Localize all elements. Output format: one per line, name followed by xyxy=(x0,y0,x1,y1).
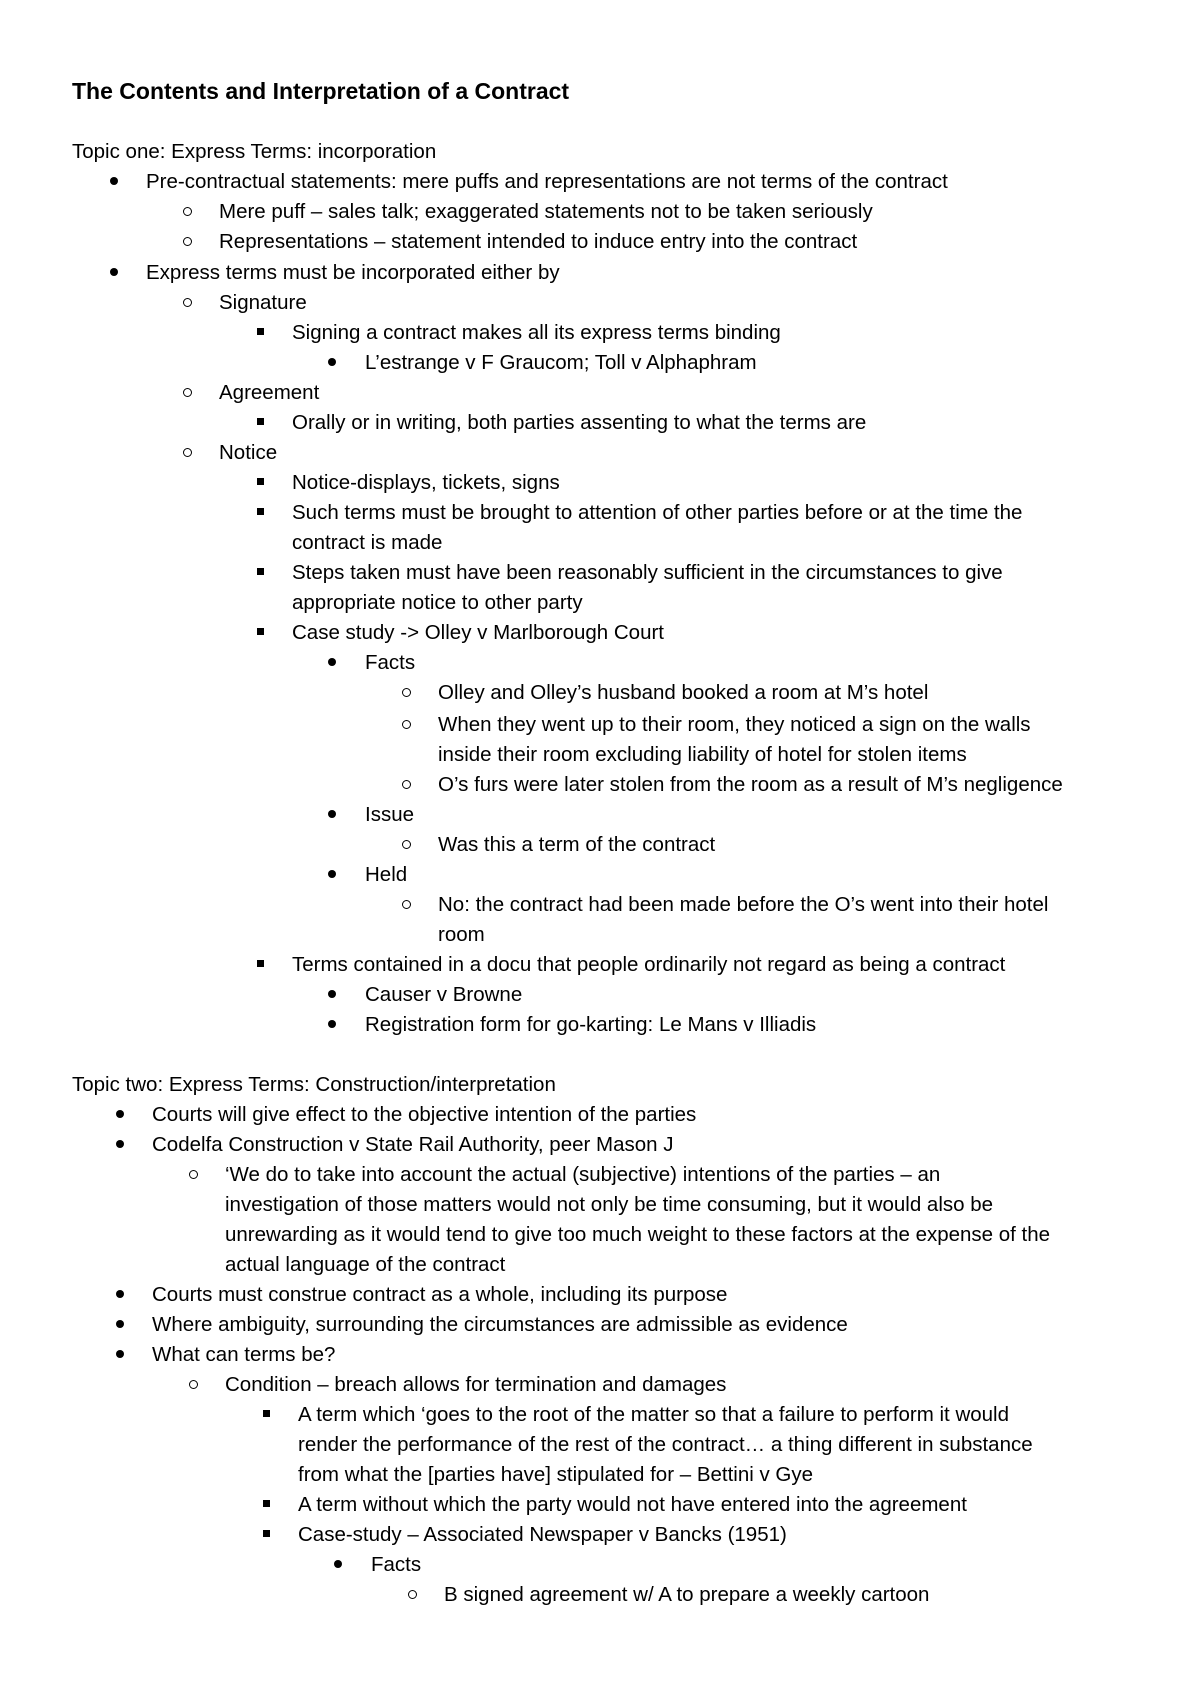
list-item: Notice xyxy=(219,441,278,464)
list-item: Pre-contractual statements: mere puffs and representations are not terms of the contract xyxy=(146,170,948,193)
list-item-continuation: contract is made xyxy=(292,531,443,554)
list-item: Such terms must be brought to attention of other parties before or at the time the xyxy=(292,501,1023,524)
list-item: Case-study – Associated Newspaper v Bancks (1951) xyxy=(298,1523,787,1546)
list-item-continuation: investigation of those matters would not only be time consuming, but it would also be xyxy=(225,1193,994,1216)
list-item: Codelfa Construction v State Rail Authority, peer Mason J xyxy=(152,1133,674,1156)
bullet-square-icon xyxy=(257,960,264,967)
list-item: Causer v Browne xyxy=(365,983,523,1006)
list-item: L’estrange v F Graucom; Toll v Alphaphram xyxy=(365,351,757,374)
list-item: O’s furs were later stolen from the room as a result of M’s negligence xyxy=(438,773,1063,796)
bullet-dot-icon xyxy=(328,1020,336,1028)
list-item: Registration form for go-karting: Le Mans v Illiadis xyxy=(365,1013,817,1036)
bullet-square-icon xyxy=(257,478,264,485)
list-item: Terms contained in a docu that people ordinarily not regard as being a contract xyxy=(292,953,1006,976)
list-item: Representations – statement intended to induce entry into the contract xyxy=(219,230,858,253)
list-item-continuation: inside their room excluding liability of hotel for stolen items xyxy=(438,743,967,766)
list-item-continuation: render the performance of the rest of the contract… a thing different in substance xyxy=(298,1433,1033,1456)
list-item: Condition – breach allows for termination and damages xyxy=(225,1373,727,1396)
bullet-circle-icon xyxy=(402,900,411,909)
list-item: Signature xyxy=(219,291,307,314)
list-item: Notice-displays, tickets, signs xyxy=(292,471,560,494)
list-item: No: the contract had been made before the O’s went into their hotel xyxy=(438,893,1049,916)
list-item: Mere puff – sales talk; exaggerated statements not to be taken seriously xyxy=(219,200,873,223)
list-item: B signed agreement w/ A to prepare a weekly cartoon xyxy=(444,1583,930,1606)
list-item: Courts will give effect to the objective intention of the parties xyxy=(152,1103,697,1126)
list-item: Held xyxy=(365,863,408,886)
bullet-square-icon xyxy=(257,508,264,515)
list-item: Olley and Olley’s husband booked a room at M’s hotel xyxy=(438,681,929,704)
bullet-dot-icon xyxy=(116,1140,124,1148)
bullet-circle-icon xyxy=(189,1380,198,1389)
bullet-circle-icon xyxy=(189,1170,198,1179)
bullet-square-icon xyxy=(257,418,264,425)
bullet-dot-icon xyxy=(334,1560,342,1568)
bullet-dot-icon xyxy=(328,870,336,878)
bullet-circle-icon xyxy=(402,840,411,849)
bullet-circle-icon xyxy=(183,237,192,246)
list-item: What can terms be? xyxy=(152,1343,336,1366)
bullet-square-icon xyxy=(263,1500,270,1507)
bullet-circle-icon xyxy=(183,388,192,397)
list-item: Express terms must be incorporated either by xyxy=(146,261,560,284)
bullet-dot-icon xyxy=(116,1350,124,1358)
bullet-square-icon xyxy=(263,1530,270,1537)
list-item-continuation: appropriate notice to other party xyxy=(292,591,583,614)
bullet-circle-icon xyxy=(183,298,192,307)
list-item: Issue xyxy=(365,803,414,826)
list-item: ‘We do to take into account the actual (subjective) intentions of the parties – an xyxy=(225,1163,941,1186)
list-item-continuation: actual language of the contract xyxy=(225,1253,506,1276)
list-item: Was this a term of the contract xyxy=(438,833,716,856)
list-item: Case study -> Olley v Marlborough Court xyxy=(292,621,665,644)
bullet-circle-icon xyxy=(183,207,192,216)
list-item: Orally or in writing, both parties assenting to what the terms are xyxy=(292,411,867,434)
bullet-dot-icon xyxy=(110,268,118,276)
bullet-dot-icon xyxy=(116,1110,124,1118)
bullet-dot-icon xyxy=(328,990,336,998)
bullet-square-icon xyxy=(257,628,264,635)
list-item: Courts must construe contract as a whole, including its purpose xyxy=(152,1283,728,1306)
list-item: A term which ‘goes to the root of the matter so that a failure to perform it would xyxy=(298,1403,1010,1426)
list-item-continuation: unrewarding as it would tend to give too much weight to these factors at the expense of the xyxy=(225,1223,1051,1246)
bullet-dot-icon xyxy=(328,658,336,666)
topic-two-heading: Topic two: Express Terms: Construction/interpretation xyxy=(72,1073,556,1096)
bullet-square-icon xyxy=(257,328,264,335)
list-item: Facts xyxy=(365,651,416,674)
bullet-dot-icon xyxy=(116,1290,124,1298)
topic-one-heading: Topic one: Express Terms: incorporation xyxy=(72,140,437,163)
list-item: When they went up to their room, they noticed a sign on the walls xyxy=(438,713,1031,736)
list-item: Agreement xyxy=(219,381,320,404)
list-item: Signing a contract makes all its express terms binding xyxy=(292,321,781,344)
bullet-circle-icon xyxy=(183,448,192,457)
bullet-circle-icon xyxy=(402,720,411,729)
bullet-square-icon xyxy=(257,568,264,575)
list-item: Steps taken must have been reasonably sufficient in the circumstances to give xyxy=(292,561,1003,584)
bullet-circle-icon xyxy=(402,688,411,697)
bullet-dot-icon xyxy=(110,177,118,185)
list-item: A term without which the party would not have entered into the agreement xyxy=(298,1493,967,1516)
bullet-dot-icon xyxy=(328,358,336,366)
list-item-continuation: from what the [parties have] stipulated for – Bettini v Gye xyxy=(298,1463,814,1486)
list-item: Where ambiguity, surrounding the circumstances are admissible as evidence xyxy=(152,1313,848,1336)
list-item: Facts xyxy=(371,1553,422,1576)
document-title: The Contents and Interpretation of a Contract xyxy=(72,78,570,104)
bullet-circle-icon xyxy=(402,780,411,789)
bullet-dot-icon xyxy=(328,810,336,818)
bullet-circle-icon xyxy=(408,1590,417,1599)
list-item-continuation: room xyxy=(438,923,485,946)
bullet-dot-icon xyxy=(116,1320,124,1328)
bullet-square-icon xyxy=(263,1410,270,1417)
